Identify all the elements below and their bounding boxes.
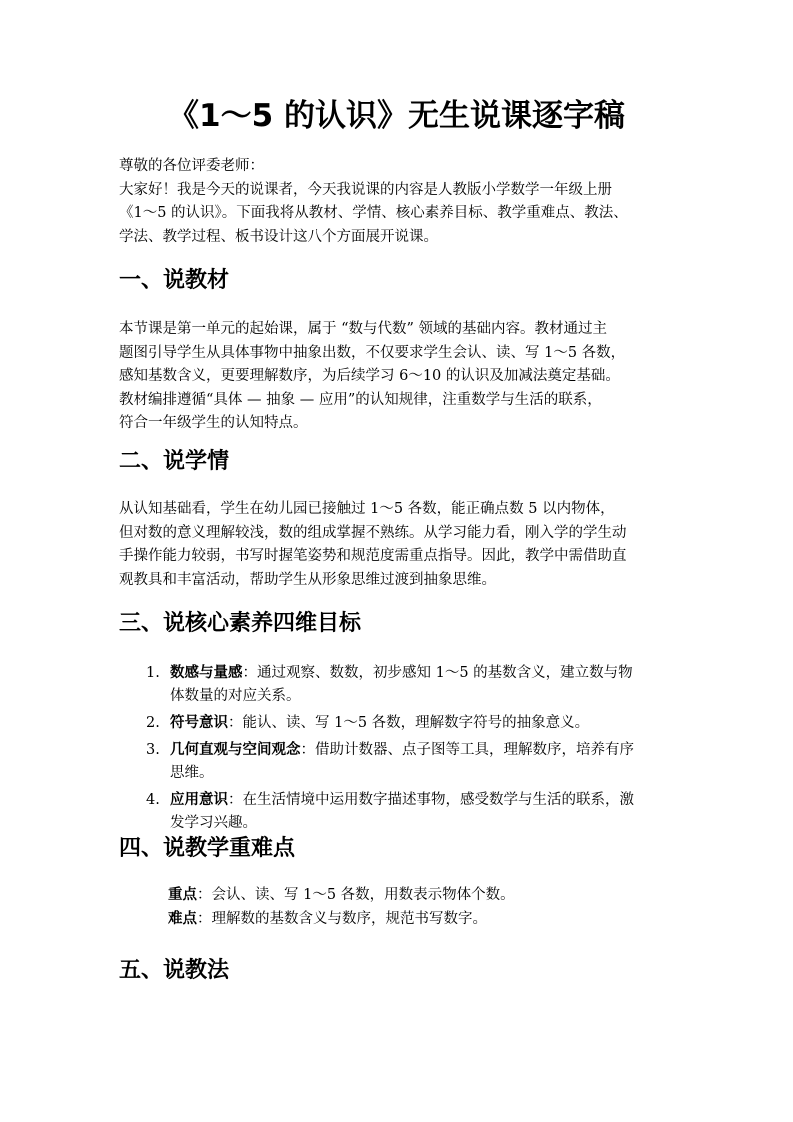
intro-line: 学法、教学过程、板书设计这八个方面展开说课。 [119,228,438,245]
paragraph-line: 感知基数含义，更要理解数序，为后续学习 6～10 的认识及加减法奠定基础。 [119,368,620,385]
goals-list [146,662,676,839]
goal-keyword: 数感与量感 [170,665,243,681]
paragraph-line: 符合一年级学生的认知特点。 [119,415,308,432]
key-point-label: 重点 [168,887,197,903]
list-number: 3. [146,742,160,758]
paragraph-line: 从认知基础看，学生在幼儿园已接触过 1～5 各数，能正确点数 5 以内物体， [119,501,615,517]
intro-line: 大家好！我是今天的说课者，今天我说课的内容是人教版小学数学一年级上册 [119,181,612,198]
goal-text: 借助计数器、点子图等工具，理解数序，培养有序 [315,742,634,758]
list-number: 1. [146,665,160,681]
paragraph-line: 教材编排遵循“具体 — 抽象 — 应用”的认知规律，注重数学与生活的联系， [119,391,602,408]
goal-text: 体数量的对应关系。 [170,688,301,704]
intro-paragraph [119,155,676,249]
paragraph-line: 手操作能力较弱，书写时握笔姿势和规范度需重点指导。因此，教学中需借助直 [119,548,627,565]
key-point-text: ：会认、读、写 1～5 各数，用数表示物体个数。 [197,887,515,903]
section-heading-key-points: 四、说教学重难点 [119,836,296,861]
paragraph-line: 本节课是第一单元的起始课，属于 “数与代数” 领域的基础内容。教材通过主 [119,321,608,337]
difficult-point-label: 难点 [168,910,197,927]
textbook-paragraph [119,318,676,436]
goal-separator: ： [228,792,243,808]
list-number: 4. [146,792,160,808]
paragraph-line: 观教具和丰富活动，帮助学生从形象思维过渡到抽象思维。 [119,571,496,588]
list-item [146,712,676,735]
paragraph-line: 但对数的意义理解较浅，数的组成掌握不熟练。从学习能力看，刚入学的学生动 [119,524,627,541]
students-paragraph [119,498,676,592]
difficult-point [168,908,676,932]
section-heading-goals: 三、说核心素养四维目标 [119,611,362,636]
section-heading-textbook: 一、说教材 [119,268,230,293]
goal-keyword: 应用意识 [170,792,228,808]
goal-keyword: 符号意识 [170,715,228,731]
goal-keyword: 几何直观与空间观念 [170,742,301,758]
goal-text: 能认、读、写 1～5 各数，理解数字符号的抽象意义。 [242,715,590,731]
key-points-block [168,884,676,931]
section-heading-teaching-methods: 五、说教法 [119,958,230,983]
page-title: 《1～5 的认识》无生说课逐字稿 [168,98,625,134]
list-number: 2. [146,715,160,731]
difficult-point-text: ：理解数的基数含义与数序，规范书写数字。 [197,910,487,927]
goal-separator: ： [242,665,257,681]
paragraph-line: 题图引导学生从具体事物中抽象出数，不仅要求学生会认、读、写 1～5 各数， [119,344,626,361]
greeting: 尊敬的各位评委老师： [119,158,264,174]
goal-text: 通过观察、数数，初步感知 1～5 的基数含义，建立数与物 [257,665,633,681]
section-heading-students: 二、说学情 [119,449,230,474]
goal-text: 在生活情境中运用数字描述事物，感受数学与生活的联系，激 [242,792,634,808]
list-item [146,662,676,708]
goal-text: 思维。 [170,765,214,781]
intro-line: 《1～5 的认识》。下面我将从教材、学情、核心素养目标、教学重难点、教法、 [119,205,628,222]
key-point [168,884,676,908]
goal-separator: ： [228,715,243,731]
goal-text: 发学习兴趣。 [170,815,257,831]
list-item [146,739,676,785]
list-item [146,789,676,835]
goal-separator: ： [300,742,315,758]
